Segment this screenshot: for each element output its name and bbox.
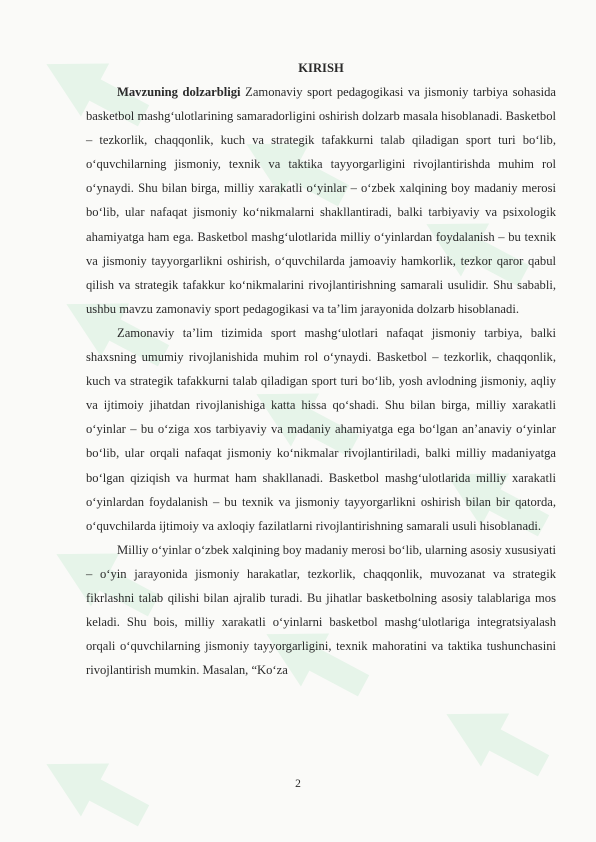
document-body [86,56,556,682]
paragraph-education-system [86,321,556,538]
paragraph-national-games [86,538,556,683]
document-heading: KIRISH [298,61,344,75]
paragraph-text: Zamonaviy ta’lim tizimida sport mashg‘ulotlari nafaqat jismoniy tarbiya, balki shaxsning umumiy rivojlanishida muhim rol o‘ynaydi. Basketbol – tezkorlik, chaqqonlik, kuch va strategik tafakkurni talab qiladigan sport turi bo‘lib, yosh avlodning jismoniy, aqliy va ijtimoiy jihatdan rivojlanishiga katta hissa qo‘shadi. Shu bilan birga, milliy xarakatli o‘yinlar – bu o‘ziga xos tarbiyaviy va madaniy ahamiyatga ega bo‘lgan an’anaviy o‘yinlar bo‘lib, ular orqali nafaqat jismoniy ko‘nikmalar rivojlantiriladi, balki milliy madaniyatga bo‘lgan qiziqish va hurmat ham shakllanadi. Basketbol mashg‘ulotlarida milliy xarakatli o‘yinlardan foydalanish – bu texnik va jismoniy tayyorgarlikni oshirish bilan bir qatorda, o‘quvchilarda ijtimoiy va axloqiy fazilatlarni rivojlantirishning samarali usuli hisoblanadi. [86,325,556,533]
paragraph-text: Milliy o‘yinlar o‘zbek xalqining boy madaniy merosi bo‘lib, ularning asosiy xususiyati – o‘yin jarayonida jismoniy harakatlar, tezkorlik, chaqqonlik, muvozanat va strategik fikrlashni talab qilishi bilan ajralib turadi. Bu jihatlar basketbolning asosiy talablariga mos keladi. Shu bois, milliy xarakatli o‘yinlarni basketbol mashg‘ulotlariga integratsiyalash orqali o‘quvchilarning jismoniy tayyorgarligini, texnik mahoratini va taktika tushunchasini rivojlantirish mumkin. Masalan, “Ko‘za [86,542,556,678]
paragraph-lead-bold: Mavzuning dolzarbligi [117,85,241,99]
paragraph-relevance [86,80,556,321]
paragraph-text: Zamonaviy sport pedagogikasi va jismoniy tarbiya sohasida basketbol mashg‘ulotlarining samaradorligini oshirish dolzarb masala hisoblanadi. Basketbol – tezkorlik, chaqqonlik, kuch va strategik tafakkurni talab qiladigan sport turi bo‘lib, o‘quvchilarning jismoniy, texnik va taktika tayyorgarligini rivojlantirishda muhim rol o‘ynaydi. Shu bilan birga, milliy xarakatli o‘yinlar – o‘zbek xalqining boy madaniy merosi bo‘lib, ular nafaqat jismoniy ko‘nikmalarni shakllantiradi, balki tarbiyaviy va psixologik ahamiyatga ham ega. Basketbol mashg‘ulotlarida milliy o‘yinlardan foydalanish – bu texnik va jismoniy tayyorgarlikni oshirish, o‘quvchilarda jamoaviy hamkorlik, tezkor qaror qabul qilish va strategik tafakkur ko‘nikmalarini rivojlantirishning samarali usulidir. Shu sababli, ushbu mavzu zamonaviy sport pedagogikasi va ta’lim jarayonida dolzarb hisoblanadi. [86,85,556,316]
page-number: 2 [295,778,301,790]
